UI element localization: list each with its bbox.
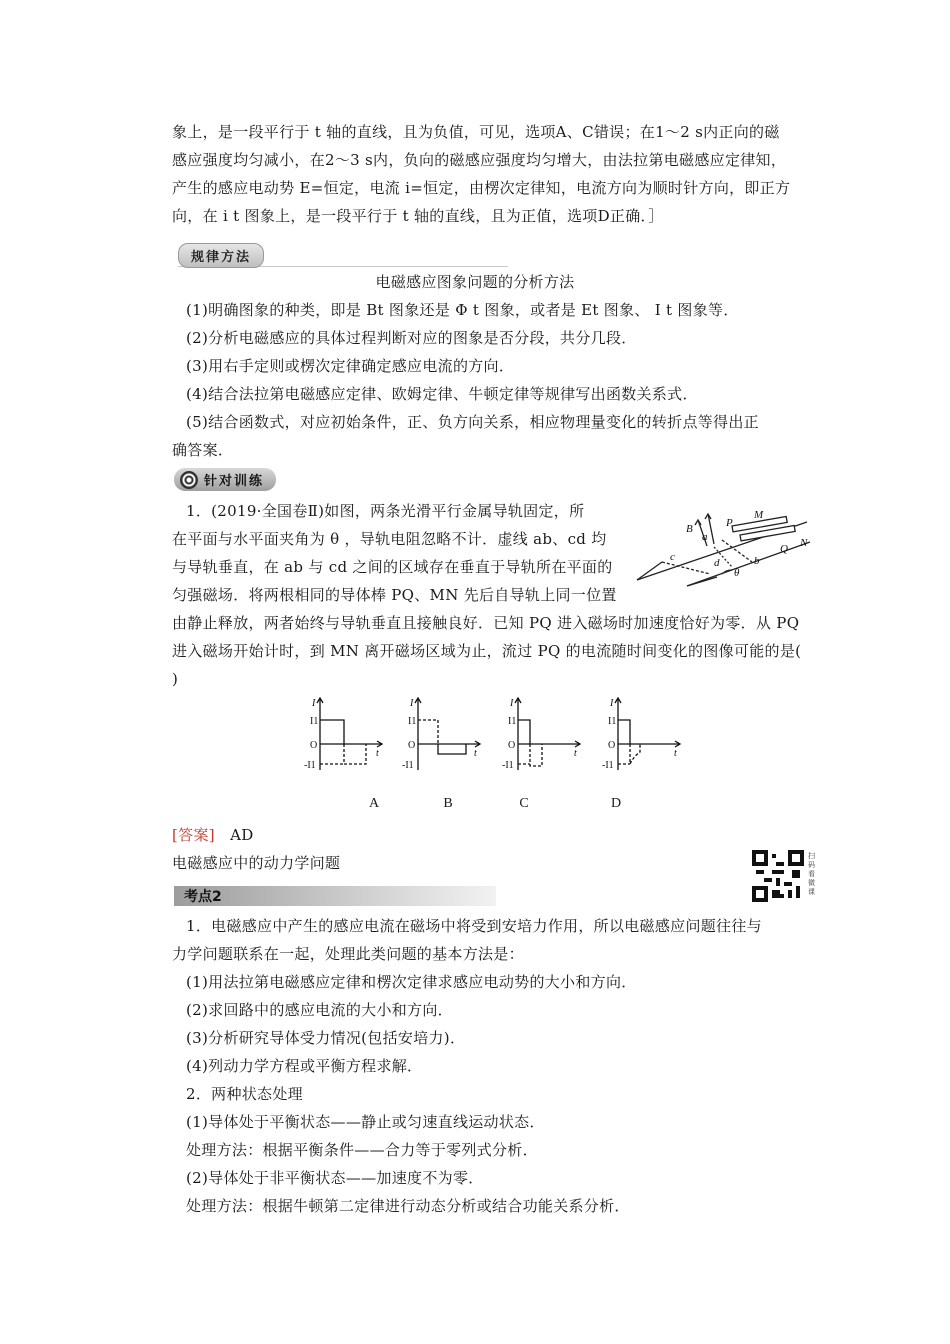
graph-A [304, 694, 390, 778]
option-C-label: C [519, 796, 529, 811]
graph-B [402, 694, 488, 778]
axis-t: t [376, 748, 379, 759]
method-item-5: (5)结合函数式，对应初始条件，正、负方向关系，相应物理量变化的转折点等得出正 [186, 413, 759, 431]
label-B: B [686, 523, 693, 535]
method-item-2: (2)分析电磁感应的具体过程判断对应的图象是否分段，共分几段． [186, 329, 637, 347]
svg-text:O: O [408, 740, 416, 751]
svg-text:-I1: -I1 [402, 760, 414, 771]
training-badge-label: 针对训练 [204, 474, 265, 489]
paragraph-line-4: 向，在 i t 图象上，是一段平行于 t 轴的直线，且为正值，选项D正确．］ [172, 207, 664, 225]
graph-D [602, 694, 688, 778]
section2-line-3: (1)用法拉第电磁感应定律和楞次定律求感应电动势的大小和方向． [186, 973, 637, 991]
problem-line-7: ) [172, 670, 179, 688]
origin: O [310, 740, 318, 751]
label-d: d [714, 557, 720, 569]
problem-line-1: 1．(2019·全国卷Ⅱ)如图，两条光滑平行金属导轨固定，所 [186, 502, 585, 520]
label-b: b [754, 555, 760, 567]
svg-text:I: I [610, 698, 614, 709]
section2-line-7: 2．两种状态处理 [186, 1085, 303, 1103]
method-item-1: (1)明确图象的种类，即是 Bt 图象还是 Φ t 图象，或者是 Et 图象、 I t 图象等． [186, 301, 739, 319]
paragraph-line-2: 感应强度均匀减小，在2～3 s内，负向的磁感应强度均匀增大，由法拉第电磁感应定律知， [172, 151, 787, 169]
method-badge-label: 规律方法 [178, 243, 264, 268]
section-title: 电磁感应中的动力学问题 [172, 854, 341, 872]
label-theta: θ [734, 567, 740, 579]
problem-line-3: 与导轨垂直，在 ab 与 cd 之间的区域存在垂直于导轨所在平面的 [172, 558, 613, 576]
problem-line-2: 在平面与水平面夹角为 θ ，导轨电阻忽略不计．虚线 ab、cd 均 [172, 530, 607, 548]
paragraph-line-1: 象上，是一段平行于 t 轴的直线，且为负值，可见，选项A、C错误；在1～2 s内正向的磁 [172, 123, 780, 141]
section2-line-2: 力学问题联系在一起，处理此类问题的基本方法是： [172, 945, 524, 963]
method-item-3: (3)用右手定则或楞次定律确定感应电流的方向． [186, 357, 515, 375]
svg-text:t: t [474, 748, 477, 759]
problem-line-6: 进入磁场开始计时，到 MN 离开磁场区域为止，流过 PQ 的电流随时间变化的图像可能的是( [172, 642, 802, 660]
section2-line-10: (2)导体处于非平衡状态——加速度不为零． [186, 1169, 484, 1187]
qr-side-text: 扫码看微课 [808, 852, 815, 896]
rail-diagram [632, 502, 812, 596]
svg-text:O: O [508, 740, 516, 751]
label-P: P [726, 517, 733, 529]
section2-line-1: 1．电磁感应中产生的感应电流在磁场中将受到安培力作用，所以电磁感应问题往往与 [186, 917, 762, 935]
option-D-label: D [610, 796, 622, 811]
answer-row [172, 824, 254, 846]
method-badge [178, 244, 508, 267]
label-M: M [754, 509, 764, 521]
svg-text:I1: I1 [508, 716, 517, 727]
kaodian-badge: 考点2 [174, 886, 496, 906]
section2-line-9: 处理方法：根据平衡条件——合力等于零列式分析． [186, 1141, 538, 1159]
svg-text:t: t [674, 748, 677, 759]
label-c: c [670, 551, 675, 563]
answer-tag: [答案] [172, 826, 215, 844]
svg-text:t: t [574, 748, 577, 759]
target-icon [180, 471, 198, 489]
qr-code-icon[interactable] [752, 850, 804, 902]
svg-text:I: I [410, 698, 414, 709]
section2-line-8: (1)导体处于平衡状态——静止或匀速直线运动状态． [186, 1113, 545, 1131]
paragraph-line-3: 产生的感应电动势 E=恒定，电流 i=恒定，由楞次定律知，电流方向为顺时针方向，即正方 [172, 179, 791, 197]
section2-line-6: (4)列动力学方程或平衡方程求解． [186, 1057, 423, 1075]
svg-text:-I1: -I1 [502, 760, 514, 771]
problem-line-4: 匀强磁场．将两根相同的导体棒 PQ、MN 先后自导轨上同一位置 [172, 586, 617, 604]
method-item-5-cont: 确答案． [172, 441, 234, 459]
method-item-4: (4)结合法拉第电磁感应定律、欧姆定律、牛顿定律等规律写出函数关系式． [186, 385, 698, 403]
answer-value: AD [230, 826, 254, 844]
label-N: N [800, 537, 808, 549]
svg-text:I1: I1 [608, 716, 617, 727]
label-Q: Q [780, 543, 788, 555]
problem-line-5: 由静止释放，两者始终与导轨垂直且接触良好．已知 PQ 进入磁场时加速度恰好为零．从 PQ [172, 614, 800, 632]
graph-C [502, 694, 588, 778]
section2-line-4: (2)求回路中的感应电流的大小和方向． [186, 1001, 453, 1019]
option-A-label: A [368, 796, 380, 811]
training-badge [174, 468, 276, 491]
section2-line-5: (3)分析研究导体受力情况(包括安培力)． [186, 1029, 466, 1047]
svg-text:I: I [510, 698, 514, 709]
section2-line-11: 处理方法：根据牛顿第二定律进行动态分析或结合功能关系分析． [186, 1197, 630, 1215]
method-title: 电磁感应图象问题的分析方法 [375, 273, 575, 291]
svg-text:O: O [608, 740, 616, 751]
tick-I1: I1 [310, 716, 319, 727]
svg-text:-I1: -I1 [602, 760, 614, 771]
label-a: a [702, 531, 708, 543]
option-B-label: B [443, 796, 453, 811]
axis-I: I [312, 698, 316, 709]
svg-text:I1: I1 [408, 716, 417, 727]
tick-neg-I1: -I1 [304, 760, 316, 771]
